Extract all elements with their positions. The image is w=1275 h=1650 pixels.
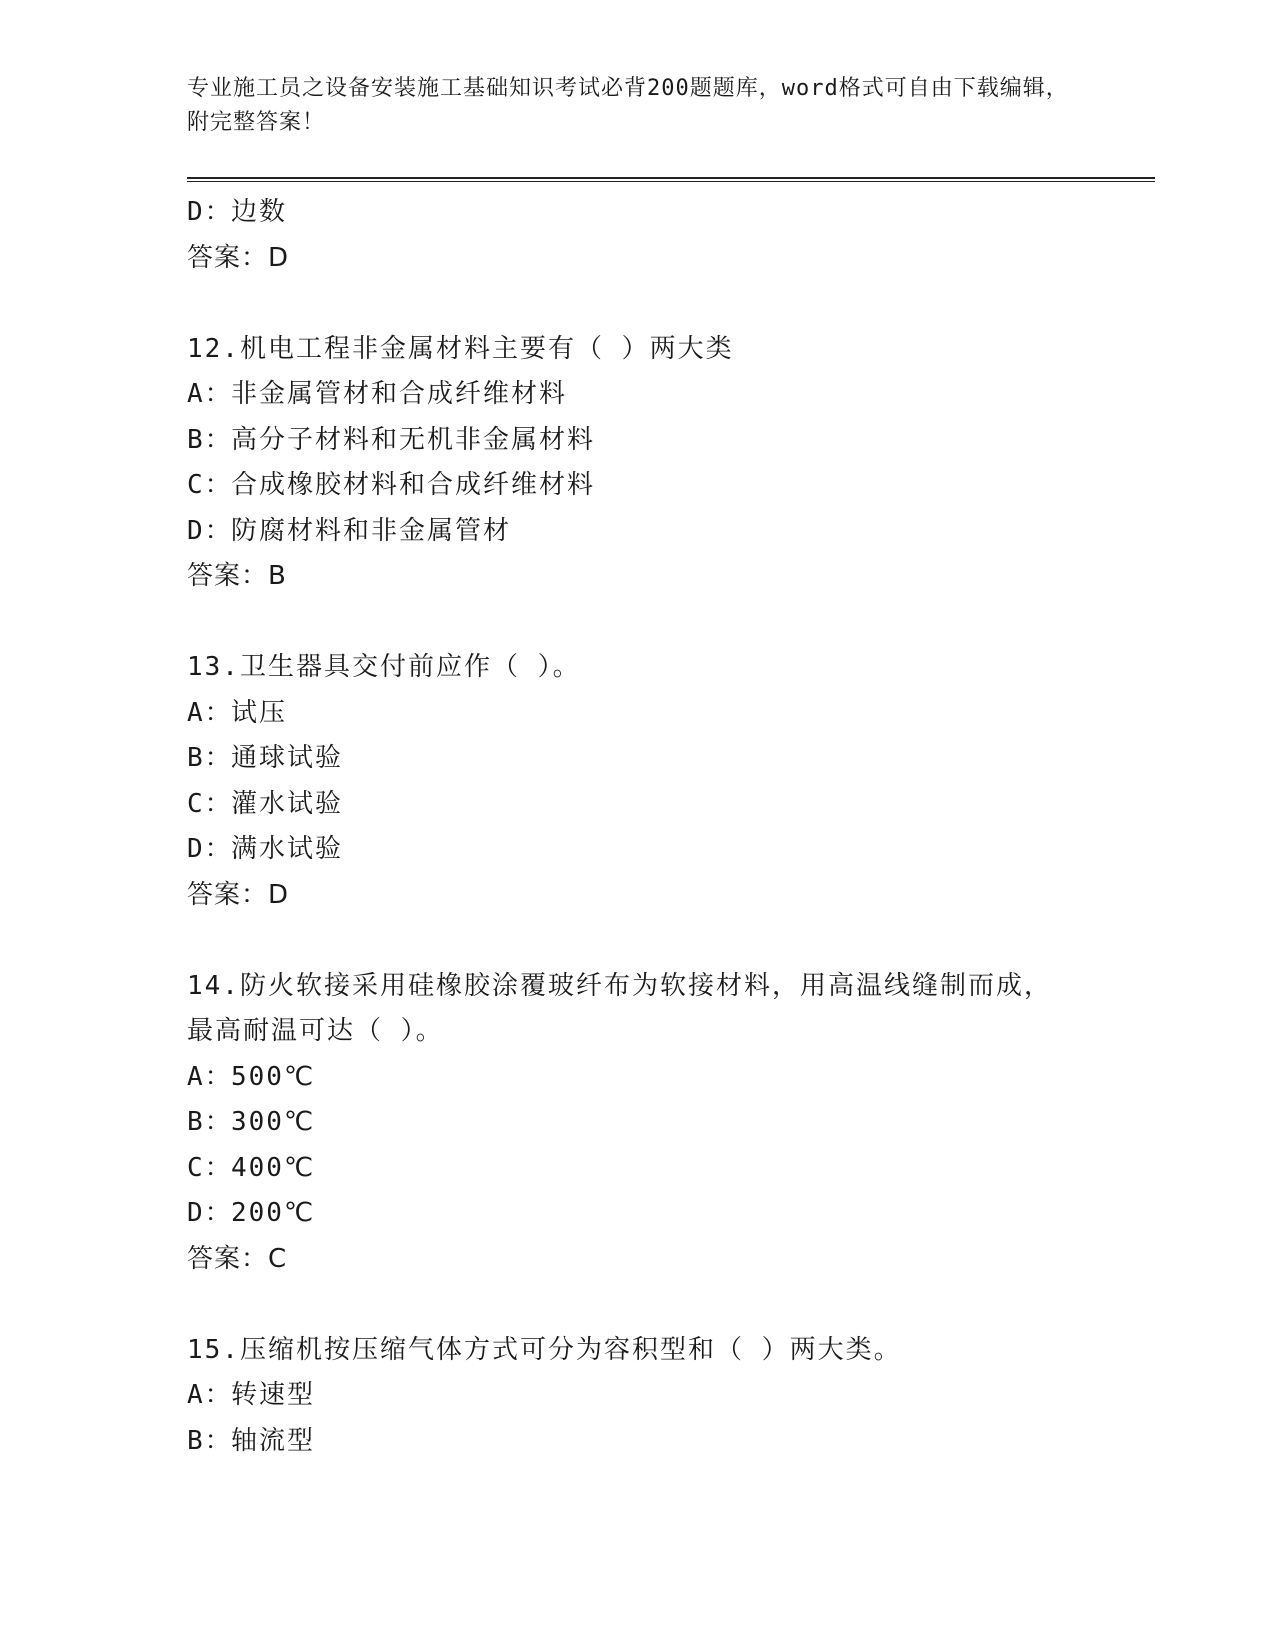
option-letter: A： xyxy=(187,1380,233,1410)
option-letter: A： xyxy=(187,697,233,728)
spacer xyxy=(187,281,1155,327)
option-d xyxy=(187,1191,1155,1237)
option-d xyxy=(187,190,1155,236)
option-a xyxy=(187,691,1155,737)
option-text: 300℃ xyxy=(231,1107,316,1137)
question-block-14 xyxy=(187,964,1155,1283)
option-c xyxy=(187,782,1155,828)
option-text: 400℃ xyxy=(231,1152,316,1183)
answer-line xyxy=(187,1237,1155,1283)
option-text: 轴流型 xyxy=(231,1425,316,1456)
option-letter: D： xyxy=(187,197,233,227)
option-d xyxy=(187,509,1155,555)
question-block-12 xyxy=(187,327,1155,600)
option-b xyxy=(187,1100,1155,1146)
option-text: 边数 xyxy=(231,197,288,227)
answer-label: 答案： xyxy=(187,561,269,591)
option-text: 防腐材料和非金属管材 xyxy=(231,515,512,546)
option-a xyxy=(187,372,1155,418)
spacer xyxy=(187,918,1155,964)
option-d xyxy=(187,827,1155,873)
question-block-11 xyxy=(187,190,1155,281)
option-text: 200℃ xyxy=(231,1198,316,1228)
question-stem: 13.卫生器具交付前应作（ ）。 xyxy=(187,652,581,682)
option-letter: B： xyxy=(187,1425,233,1456)
answer-value: C xyxy=(268,1243,288,1274)
option-text: 高分子材料和无机非金属材料 xyxy=(231,424,596,455)
answer-label: 答案： xyxy=(187,1243,269,1274)
option-c xyxy=(187,463,1155,509)
question-stem: 12.机电工程非金属材料主要有（ ）两大类 xyxy=(187,333,734,364)
option-a xyxy=(187,1055,1155,1101)
spacer xyxy=(187,1282,1155,1328)
option-text: 合成橡胶材料和合成纤维材料 xyxy=(231,470,596,500)
question-block-15 xyxy=(187,1328,1155,1465)
document-header: 专业施工员之设备安装施工基础知识考试必背200题题库，word格式可自由下载编辑，附完整答案！ xyxy=(187,76,1069,135)
option-a xyxy=(187,1373,1155,1419)
document-body xyxy=(187,190,1155,1464)
answer-value: B xyxy=(268,561,287,591)
question-stem: 14.防火软接采用硅橡胶涂覆玻纤布为软接材料，用高温线缝制而成，最高耐温可达（ ）。 xyxy=(187,970,1052,1046)
option-letter: C： xyxy=(187,470,233,500)
option-text: 转速型 xyxy=(231,1380,316,1410)
question-block-13 xyxy=(187,645,1155,918)
answer-value: D xyxy=(268,242,290,273)
option-text: 非金属管材和合成纤维材料 xyxy=(231,379,568,409)
option-letter: D： xyxy=(187,1198,233,1228)
spacer xyxy=(187,600,1155,646)
option-c xyxy=(187,1146,1155,1192)
option-text: 灌水试验 xyxy=(231,788,344,819)
option-b xyxy=(187,418,1155,464)
option-b xyxy=(187,1419,1155,1465)
option-letter: B： xyxy=(187,424,233,455)
option-letter: D： xyxy=(187,834,233,864)
option-text: 500℃ xyxy=(231,1061,316,1092)
question-stem: 15.压缩机按压缩气体方式可分为容积型和（ ）两大类。 xyxy=(187,1334,902,1365)
option-letter: A： xyxy=(187,379,233,409)
answer-value: D xyxy=(268,879,290,910)
answer-line xyxy=(187,554,1155,600)
option-letter: A： xyxy=(187,1061,233,1092)
option-text: 试压 xyxy=(231,697,288,728)
option-text: 通球试验 xyxy=(231,743,344,773)
option-letter: B： xyxy=(187,743,233,773)
option-b xyxy=(187,736,1155,782)
answer-line xyxy=(187,873,1155,919)
answer-label: 答案： xyxy=(187,879,269,910)
answer-line xyxy=(187,236,1155,282)
option-letter: C： xyxy=(187,788,233,819)
option-letter: D： xyxy=(187,515,233,546)
option-letter: C： xyxy=(187,1152,233,1183)
option-letter: B： xyxy=(187,1107,233,1137)
document-page xyxy=(187,72,1155,1456)
header-divider xyxy=(187,177,1155,182)
option-text: 满水试验 xyxy=(231,834,344,864)
answer-label: 答案： xyxy=(187,242,269,273)
